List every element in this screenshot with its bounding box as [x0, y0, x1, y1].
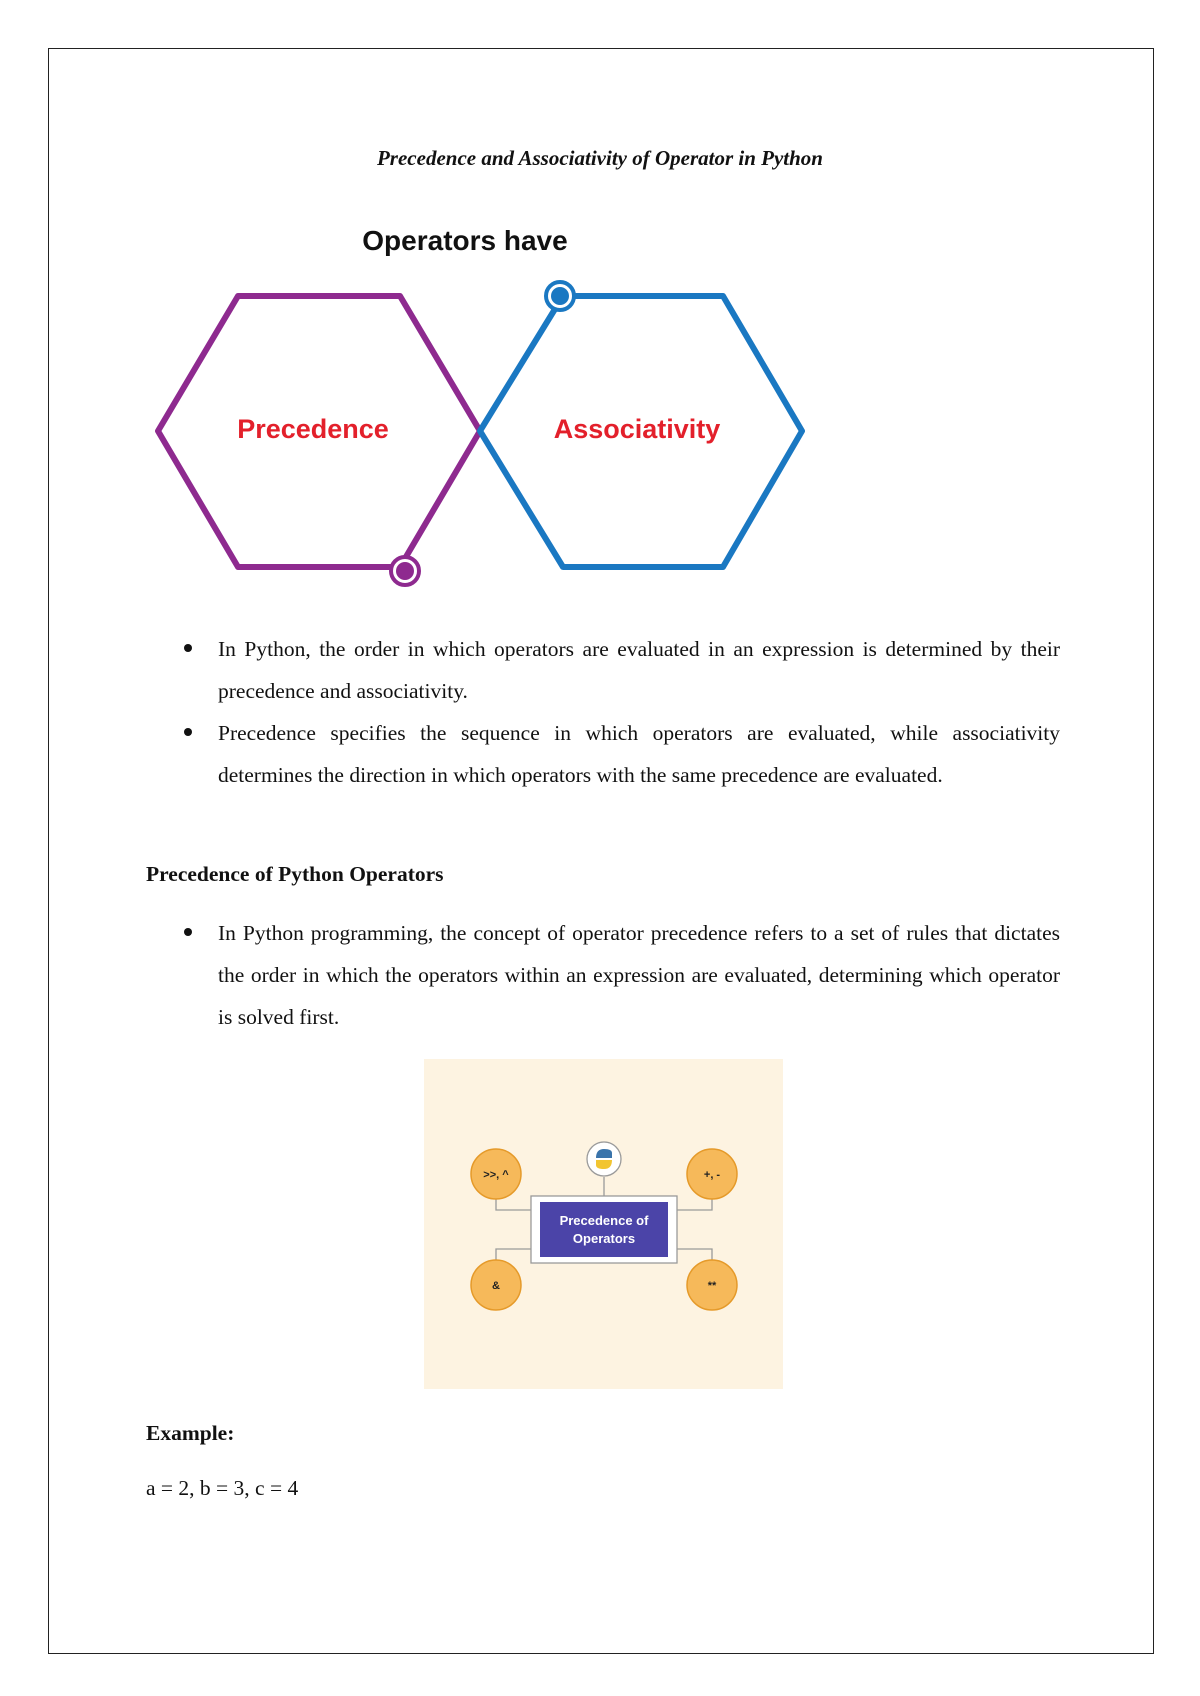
- operator-precedence-diagram: [424, 1059, 783, 1389]
- node-label: **: [707, 1280, 717, 1292]
- node-label: +, -: [703, 1169, 721, 1181]
- example-values: a = 2, b = 3, c = 4: [146, 1476, 299, 1500]
- node-bottom-left: [471, 1260, 521, 1310]
- precedence-bullet: In Python programming, the concept of operator precedence refers to a set of rules that dictates the order in which the operators within an expression are evaluated, determining which operator is solved first.: [178, 912, 1060, 1038]
- precedence-end-dot-inner: [396, 562, 414, 580]
- center-box: [540, 1202, 668, 1257]
- node-label: >>, ^: [483, 1169, 509, 1181]
- node-top-right: [687, 1149, 737, 1199]
- hexagon-heading: Operators have: [362, 225, 568, 256]
- associativity-start-dot-inner: [551, 287, 569, 305]
- node-bottom-right: [687, 1260, 737, 1310]
- precedence-bullet-list: [178, 912, 1060, 1038]
- node-top-left: [471, 1149, 521, 1199]
- intro-bullet: Precedence specifies the sequence in which operators are evaluated, while associativity determines the direction in which operators with the same precedence are evaluated.: [178, 712, 1060, 796]
- python-logo-icon: [587, 1142, 621, 1176]
- intro-bullet: In Python, the order in which operators are evaluated in an expression is determined by their precedence and associativity.: [178, 628, 1060, 712]
- precedence-heading: Precedence of Python Operators: [146, 862, 444, 886]
- operators-hexagon-figure: [150, 215, 810, 595]
- associativity-label: Associativity: [553, 414, 721, 444]
- center-label-line1: Precedence of: [559, 1213, 649, 1228]
- document-title: Precedence and Associativity of Operator in Python: [376, 146, 823, 170]
- node-label: &: [492, 1280, 500, 1292]
- center-label-line2: Operators: [572, 1231, 636, 1246]
- precedence-label: Precedence: [237, 414, 389, 444]
- example-heading: Example:: [146, 1421, 235, 1445]
- intro-bullet-list: [178, 628, 1060, 796]
